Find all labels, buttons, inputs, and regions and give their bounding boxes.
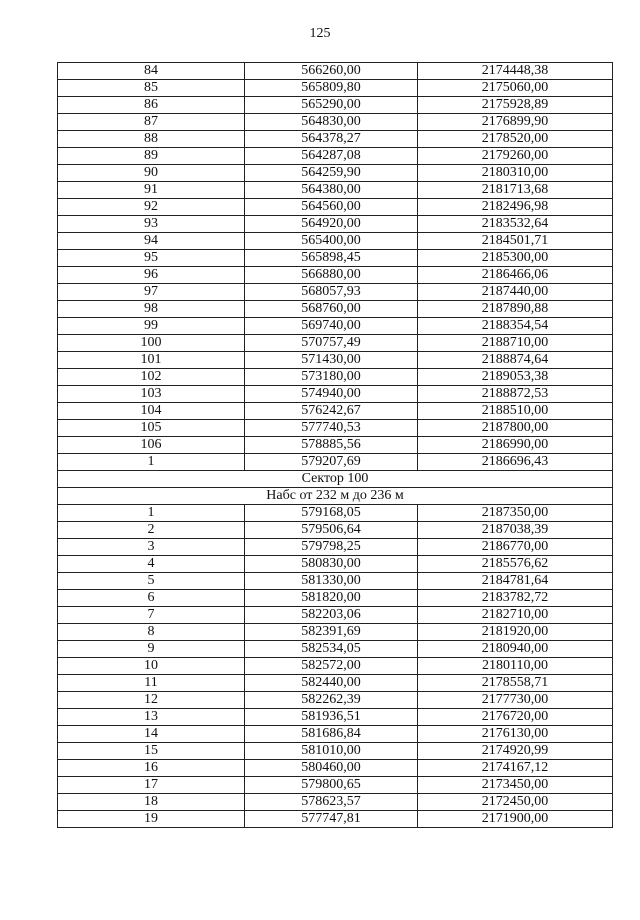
point-number: 90	[58, 165, 245, 182]
table-row	[58, 760, 613, 777]
y-coordinate: 2185300,00	[418, 250, 613, 267]
x-coordinate: 579506,64	[245, 522, 418, 539]
x-coordinate: 564830,00	[245, 114, 418, 131]
y-coordinate: 2171900,00	[418, 811, 613, 828]
x-coordinate: 579207,69	[245, 454, 418, 471]
point-number: 101	[58, 352, 245, 369]
table-row	[58, 641, 613, 658]
y-coordinate: 2188710,00	[418, 335, 613, 352]
table-row	[58, 63, 613, 80]
table-row	[58, 80, 613, 97]
x-coordinate: 564380,00	[245, 182, 418, 199]
table-row	[58, 114, 613, 131]
sector-title-row	[58, 471, 613, 488]
point-number: 104	[58, 403, 245, 420]
table-row	[58, 658, 613, 675]
table-row	[58, 726, 613, 743]
point-number: 1	[58, 454, 245, 471]
point-number: 85	[58, 80, 245, 97]
point-number: 96	[58, 267, 245, 284]
point-number: 100	[58, 335, 245, 352]
table-row	[58, 403, 613, 420]
y-coordinate: 2185576,62	[418, 556, 613, 573]
table-row	[58, 590, 613, 607]
table-row	[58, 250, 613, 267]
point-number: 84	[58, 63, 245, 80]
table-row	[58, 335, 613, 352]
table-row	[58, 454, 613, 471]
table-row	[58, 811, 613, 828]
y-coordinate: 2179260,00	[418, 148, 613, 165]
table-row	[58, 148, 613, 165]
point-number: 5	[58, 573, 245, 590]
x-coordinate: 564287,08	[245, 148, 418, 165]
table-row	[58, 692, 613, 709]
point-number: 95	[58, 250, 245, 267]
x-coordinate: 579800,65	[245, 777, 418, 794]
point-number: 7	[58, 607, 245, 624]
point-number: 1	[58, 505, 245, 522]
x-coordinate: 566880,00	[245, 267, 418, 284]
x-coordinate: 565290,00	[245, 97, 418, 114]
y-coordinate: 2186770,00	[418, 539, 613, 556]
x-coordinate: 576242,67	[245, 403, 418, 420]
point-number: 2	[58, 522, 245, 539]
y-coordinate: 2180110,00	[418, 658, 613, 675]
y-coordinate: 2186990,00	[418, 437, 613, 454]
x-coordinate: 566260,00	[245, 63, 418, 80]
table-row	[58, 318, 613, 335]
table-row	[58, 743, 613, 760]
x-coordinate: 582262,39	[245, 692, 418, 709]
height-range: Набс от 232 м до 236 м	[58, 488, 613, 505]
x-coordinate: 571430,00	[245, 352, 418, 369]
x-coordinate: 582203,06	[245, 607, 418, 624]
x-coordinate: 582440,00	[245, 675, 418, 692]
y-coordinate: 2181920,00	[418, 624, 613, 641]
x-coordinate: 580460,00	[245, 760, 418, 777]
table-row	[58, 573, 613, 590]
x-coordinate: 582391,69	[245, 624, 418, 641]
y-coordinate: 2176720,00	[418, 709, 613, 726]
y-coordinate: 2174448,38	[418, 63, 613, 80]
point-number: 16	[58, 760, 245, 777]
y-coordinate: 2180940,00	[418, 641, 613, 658]
point-number: 4	[58, 556, 245, 573]
y-coordinate: 2176130,00	[418, 726, 613, 743]
table-row	[58, 369, 613, 386]
section-1-body	[58, 63, 613, 471]
y-coordinate: 2188354,54	[418, 318, 613, 335]
table-row	[58, 777, 613, 794]
table-row	[58, 522, 613, 539]
y-coordinate: 2174920,99	[418, 743, 613, 760]
point-number: 10	[58, 658, 245, 675]
page-number: 125	[309, 26, 331, 41]
x-coordinate: 564259,90	[245, 165, 418, 182]
y-coordinate: 2181713,68	[418, 182, 613, 199]
x-coordinate: 573180,00	[245, 369, 418, 386]
point-number: 8	[58, 624, 245, 641]
y-coordinate: 2172450,00	[418, 794, 613, 811]
x-coordinate: 570757,49	[245, 335, 418, 352]
point-number: 102	[58, 369, 245, 386]
x-coordinate: 565400,00	[245, 233, 418, 250]
table-row	[58, 386, 613, 403]
point-number: 19	[58, 811, 245, 828]
y-coordinate: 2186466,06	[418, 267, 613, 284]
point-number: 105	[58, 420, 245, 437]
table-row	[58, 165, 613, 182]
x-coordinate: 577747,81	[245, 811, 418, 828]
y-coordinate: 2182710,00	[418, 607, 613, 624]
x-coordinate: 578623,57	[245, 794, 418, 811]
table-row	[58, 199, 613, 216]
x-coordinate: 582534,05	[245, 641, 418, 658]
point-number: 92	[58, 199, 245, 216]
point-number: 87	[58, 114, 245, 131]
table-row	[58, 505, 613, 522]
y-coordinate: 2188874,64	[418, 352, 613, 369]
table-row	[58, 556, 613, 573]
table-row	[58, 267, 613, 284]
x-coordinate: 564378,27	[245, 131, 418, 148]
table-row	[58, 420, 613, 437]
point-number: 9	[58, 641, 245, 658]
y-coordinate: 2187350,00	[418, 505, 613, 522]
point-number: 13	[58, 709, 245, 726]
y-coordinate: 2187440,00	[418, 284, 613, 301]
x-coordinate: 579798,25	[245, 539, 418, 556]
y-coordinate: 2182496,98	[418, 199, 613, 216]
x-coordinate: 565898,45	[245, 250, 418, 267]
x-coordinate: 581010,00	[245, 743, 418, 760]
point-number: 3	[58, 539, 245, 556]
point-number: 103	[58, 386, 245, 403]
point-number: 99	[58, 318, 245, 335]
y-coordinate: 2175928,89	[418, 97, 613, 114]
table-row	[58, 233, 613, 250]
y-coordinate: 2184501,71	[418, 233, 613, 250]
x-coordinate: 564560,00	[245, 199, 418, 216]
y-coordinate: 2174167,12	[418, 760, 613, 777]
table-row	[58, 539, 613, 556]
sector-title: Сектор 100	[58, 471, 613, 488]
point-number: 12	[58, 692, 245, 709]
x-coordinate: 578885,56	[245, 437, 418, 454]
table-row	[58, 97, 613, 114]
table-row	[58, 131, 613, 148]
sector-header-body	[58, 471, 613, 505]
y-coordinate: 2183532,64	[418, 216, 613, 233]
x-coordinate: 580830,00	[245, 556, 418, 573]
table-row	[58, 607, 613, 624]
x-coordinate: 569740,00	[245, 318, 418, 335]
table-row	[58, 624, 613, 641]
point-number: 98	[58, 301, 245, 318]
point-number: 11	[58, 675, 245, 692]
height-range-row	[58, 488, 613, 505]
point-number: 17	[58, 777, 245, 794]
x-coordinate: 581330,00	[245, 573, 418, 590]
x-coordinate: 582572,00	[245, 658, 418, 675]
x-coordinate: 565809,80	[245, 80, 418, 97]
x-coordinate: 581686,84	[245, 726, 418, 743]
y-coordinate: 2178520,00	[418, 131, 613, 148]
x-coordinate: 581820,00	[245, 590, 418, 607]
y-coordinate: 2177730,00	[418, 692, 613, 709]
table-row	[58, 301, 613, 318]
point-number: 6	[58, 590, 245, 607]
y-coordinate: 2188872,53	[418, 386, 613, 403]
table-row	[58, 352, 613, 369]
table-row	[58, 437, 613, 454]
y-coordinate: 2184781,64	[418, 573, 613, 590]
point-number: 97	[58, 284, 245, 301]
x-coordinate: 577740,53	[245, 420, 418, 437]
y-coordinate: 2188510,00	[418, 403, 613, 420]
coordinates-table	[57, 62, 613, 828]
x-coordinate: 568057,93	[245, 284, 418, 301]
point-number: 14	[58, 726, 245, 743]
point-number: 18	[58, 794, 245, 811]
table-row	[58, 182, 613, 199]
x-coordinate: 568760,00	[245, 301, 418, 318]
y-coordinate: 2183782,72	[418, 590, 613, 607]
y-coordinate: 2175060,00	[418, 80, 613, 97]
point-number: 89	[58, 148, 245, 165]
table-row	[58, 284, 613, 301]
y-coordinate: 2178558,71	[418, 675, 613, 692]
y-coordinate: 2176899,90	[418, 114, 613, 131]
y-coordinate: 2187038,39	[418, 522, 613, 539]
table-row	[58, 675, 613, 692]
point-number: 93	[58, 216, 245, 233]
x-coordinate: 564920,00	[245, 216, 418, 233]
x-coordinate: 579168,05	[245, 505, 418, 522]
y-coordinate: 2186696,43	[418, 454, 613, 471]
x-coordinate: 581936,51	[245, 709, 418, 726]
y-coordinate: 2189053,38	[418, 369, 613, 386]
y-coordinate: 2187890,88	[418, 301, 613, 318]
table-row	[58, 709, 613, 726]
table-row	[58, 794, 613, 811]
section-2-body	[58, 505, 613, 828]
point-number: 15	[58, 743, 245, 760]
point-number: 91	[58, 182, 245, 199]
table-row	[58, 216, 613, 233]
point-number: 88	[58, 131, 245, 148]
y-coordinate: 2173450,00	[418, 777, 613, 794]
y-coordinate: 2180310,00	[418, 165, 613, 182]
point-number: 106	[58, 437, 245, 454]
point-number: 86	[58, 97, 245, 114]
x-coordinate: 574940,00	[245, 386, 418, 403]
point-number: 94	[58, 233, 245, 250]
y-coordinate: 2187800,00	[418, 420, 613, 437]
